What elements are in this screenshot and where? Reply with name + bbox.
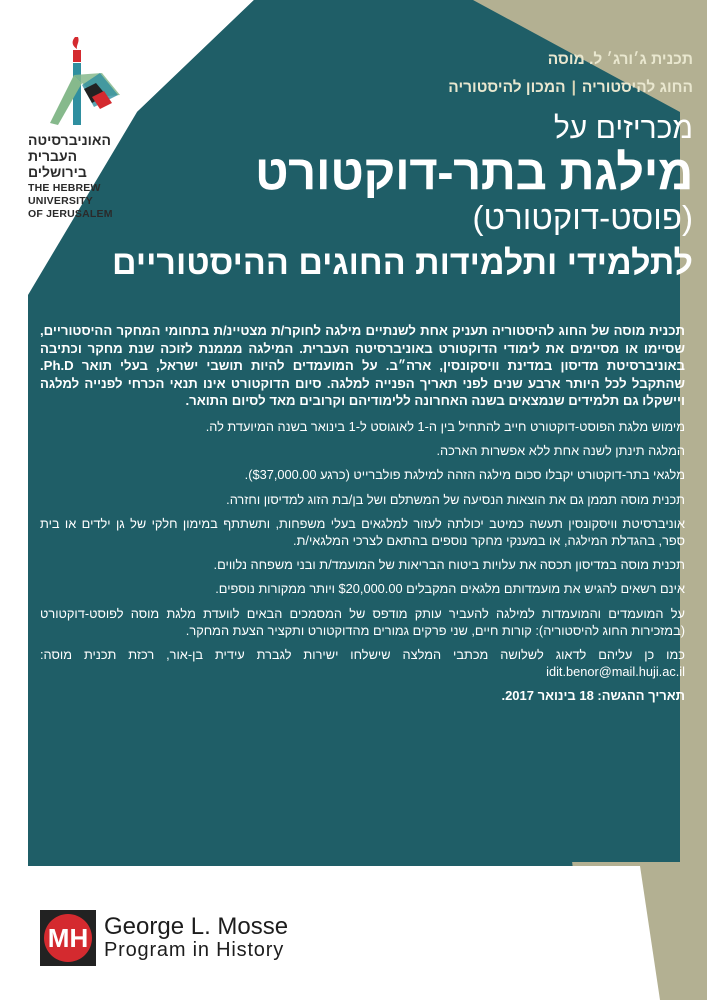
paragraph-eligibility: אינם רשאים להגיש את מועמדותם מלגאים המקבלים $20,000.00 ויותר ממקורות נוספים. xyxy=(215,581,685,597)
intro-paragraph: תכנית מוסה של החוג להיסטוריה תעניק אחת לשנתיים מילגה לחוקר/ת מצטיינ/ת בתחומי המחקר ההיסטוריים, שסיימו או מסיימים את לימודי הדוקטורט באוניברסיטה העברית. המילגה מממנת לזוכה שנת מחקר וכתיבה באוניברסיטת מדיסון במדינת וויסקונסין, ארה״ב. על המועמדים להיות תושבי ישראל, בעלי תואר Ph.D. שהתקבל לכל היותר ארבע שנים לפני תאריך הפנייה למלגה. סיום הדוקטורט אינו תנאי הכרחי לפנייה למלגה ויישקלו גם תלמידים שנמצאים בשנה האחרונה ללימודיהם וקרובים מאד לסיום התואר. xyxy=(40,323,685,409)
department-line xyxy=(263,74,693,102)
paragraph-amount: מלגאי בתר-דוקטורט יקבלו סכום מילגה הזהה למילגת פולברייט (כרגע $37,000.00). xyxy=(244,467,685,483)
paragraph-insurance: תכנית מוסה במדיסון תכסה את עלויות ביטוח הבריאות של המועמד/ת ובני משפחה נלווים. xyxy=(213,557,685,573)
title-block xyxy=(93,112,693,284)
mosse-logo-letters: MH xyxy=(47,923,89,953)
uni-he-line1: האוניברסיטה xyxy=(28,132,111,148)
uni-en-line3: OF JERUSALEM xyxy=(28,208,113,220)
mosse-name-line1: George L. Mosse xyxy=(104,913,289,940)
body-text xyxy=(40,322,685,705)
paragraph-duration: המלגה תינתן לשנה אחת ללא אפשרות הארכה. xyxy=(436,443,685,459)
announce-line: מכריזים על xyxy=(553,112,693,145)
dept-history: החוג להיסטוריה xyxy=(581,79,693,96)
main-title: מילגת בתר-דוקטורט xyxy=(254,146,693,200)
uni-en-line2: UNIVERSITY xyxy=(28,195,94,207)
mosse-name-line2: Program in History xyxy=(104,939,284,961)
uni-he-line3: בירושלים xyxy=(28,164,87,180)
mosse-program-name xyxy=(104,914,288,962)
deadline: תאריך ההגשה: 18 בינואר 2017. xyxy=(501,688,685,704)
institute-history: המכון להיסטוריה xyxy=(448,79,566,96)
recommendations-text: כמו כן עליהם לדאוג לשלושה מכתבי המלצה שישלחו ישירות לגברת עידית בן-אור, רכזת תכנית מוסה: xyxy=(40,647,685,662)
uni-en-line1: THE HEBREW xyxy=(28,182,101,194)
header-separator: | xyxy=(571,79,576,96)
title-parenthetical: (פוסט-דוקטורט) xyxy=(472,199,693,236)
title-audience: לתלמידי ותלמידות החוגים ההיסטוריים xyxy=(112,244,693,282)
paragraph-travel: תכנית מוסה תממן גם את הוצאות הנסיעה של המשתלם ושל בן/בת הזוג למדיסון וחזרה. xyxy=(226,491,685,507)
paragraph-documents: על המועמדים והמועמדות למילגה להעביר עותק מודפס של המסמכים הבאים לוועדת מלגת מוסה לפוסט-דוקטורט (במזכירות החוג להיסטוריה): קורות חיים, שני פרקים גמורים מהדוקטורט ותקציר הצעת המחקר. xyxy=(40,605,685,638)
paragraph-family: אוניברסיטת וויסקונסין תעשה כמיטב יכולתה לעזור למלגאים בעלי משפחות, ותשתתף במימון חלקי של גן ילדים או בית ספר, בהגדלת המילגה, או במענקי מחקר נוספים בהתאם לצרכי המלגאי/ת. xyxy=(40,515,685,548)
program-name: תכנית ג׳ורג׳ ל. מוסה xyxy=(547,51,693,68)
mosse-logo-icon xyxy=(40,910,96,966)
paragraph-start-date: מימוש מלגת הפוסט-דוקטורט חייב להתחיל בין ה-1 לאוגוסט ל-1 בינואר בשנה המיועדת לה. xyxy=(205,418,685,434)
contact-email-link[interactable]: idit.benor@mail.huji.ac.il xyxy=(546,664,685,680)
uni-he-line2: העברית xyxy=(28,148,78,164)
paragraph-recommendations xyxy=(40,646,685,680)
header xyxy=(263,46,693,102)
